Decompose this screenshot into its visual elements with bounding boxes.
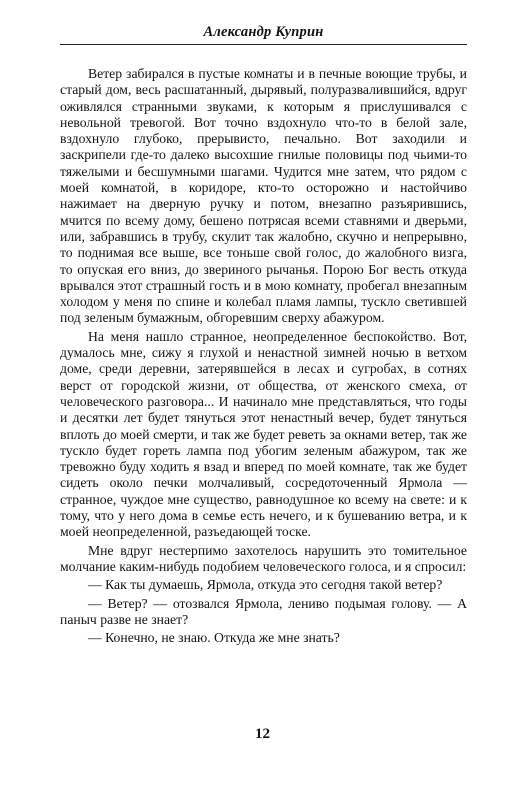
dialogue-line: — Ветер? — отозвался Ярмола, лениво подымая голову. — А паныч разве не знает? [60, 595, 467, 627]
running-header [60, 22, 467, 45]
paragraph: Мне вдруг нестерпимо захотелось нарушить это томительное молчание каким-нибудь подобием человеческого голоса, и я спросил: [60, 542, 467, 574]
dialogue-line: — Конечно, не знаю. Откуда же мне знать? [88, 630, 340, 646]
author-name: Александр Куприн [203, 24, 324, 40]
dialogue-line: — Как ты думаешь, Ярмола, откуда это сегодня такой ветер? [88, 577, 443, 593]
page-body [60, 66, 467, 646]
page-number: 12 [255, 726, 270, 742]
paragraph: На меня нашло странное, неопределенное беспокойство. Вот, думалось мне, сижу я глухой и ненастной зимней ночью в ветхом доме, среди деревни, затерявшейся в лесах и сугробах, в сотнях верст от городской жизни, от общества, от женского смеха, от человеческого разговора... И начинало мне представляться, что годы и десятки лет будет тянуться этот ненастный вечер, будет тянуться вплоть до моей смерти, и так же будет реветь за окнами ветер, так же тускло будет гореть лампа под убогим зеленым абажуром, так же тревожно буду ходить я взад и вперед по моей комнате, так же будет сидеть около печки молчаливый, сосредоточенный Ярмола — странное, чуждое мне существо, равнодушное ко всему на свете: и к тому, что у него дома в семье есть нечего, и к бушеванию ветра, и к моей неопределенной, разъедающей тоске. [60, 328, 467, 540]
paragraph: Ветер забирался в пустые комнаты и в печные воющие трубы, и старый дом, весь расшатанный, дырявый, полуразвалившийся, вдруг оживлялся странными звуками, к которым я прислушивался с невольной тревогой. Вот точно вздохнуло что-то в белой зале, вздохнуло глубоко, прерывисто, печально. Вот заходили и заскрипели где-то далеко высохшие гнилые половицы под чьими-то тяжелыми и бесшумными шагами. Чудится мне затем, что рядом с моей комнатой, в коридоре, кто-то осторожно и настойчиво нажимает на дверную ручку и потом, внезапно разъярившись, мчится по всему дому, бешено потрясая всеми ставнями и дверьми, или, забравшись в трубу, скулит так жалобно, скучно и непрерывно, то поднимая все выше, все тоньше свой голос, до жалобного визга, то опуская его вниз, до звериного рычанья. Порою Бог весть откуда врывался этот страшный гость и в мою комнату, пробегал внезапным холодом у меня по спине и колебал пламя лампы, тускло светившей под зеленым бумажным, обгоревшим сверху абажуром. [60, 66, 467, 326]
